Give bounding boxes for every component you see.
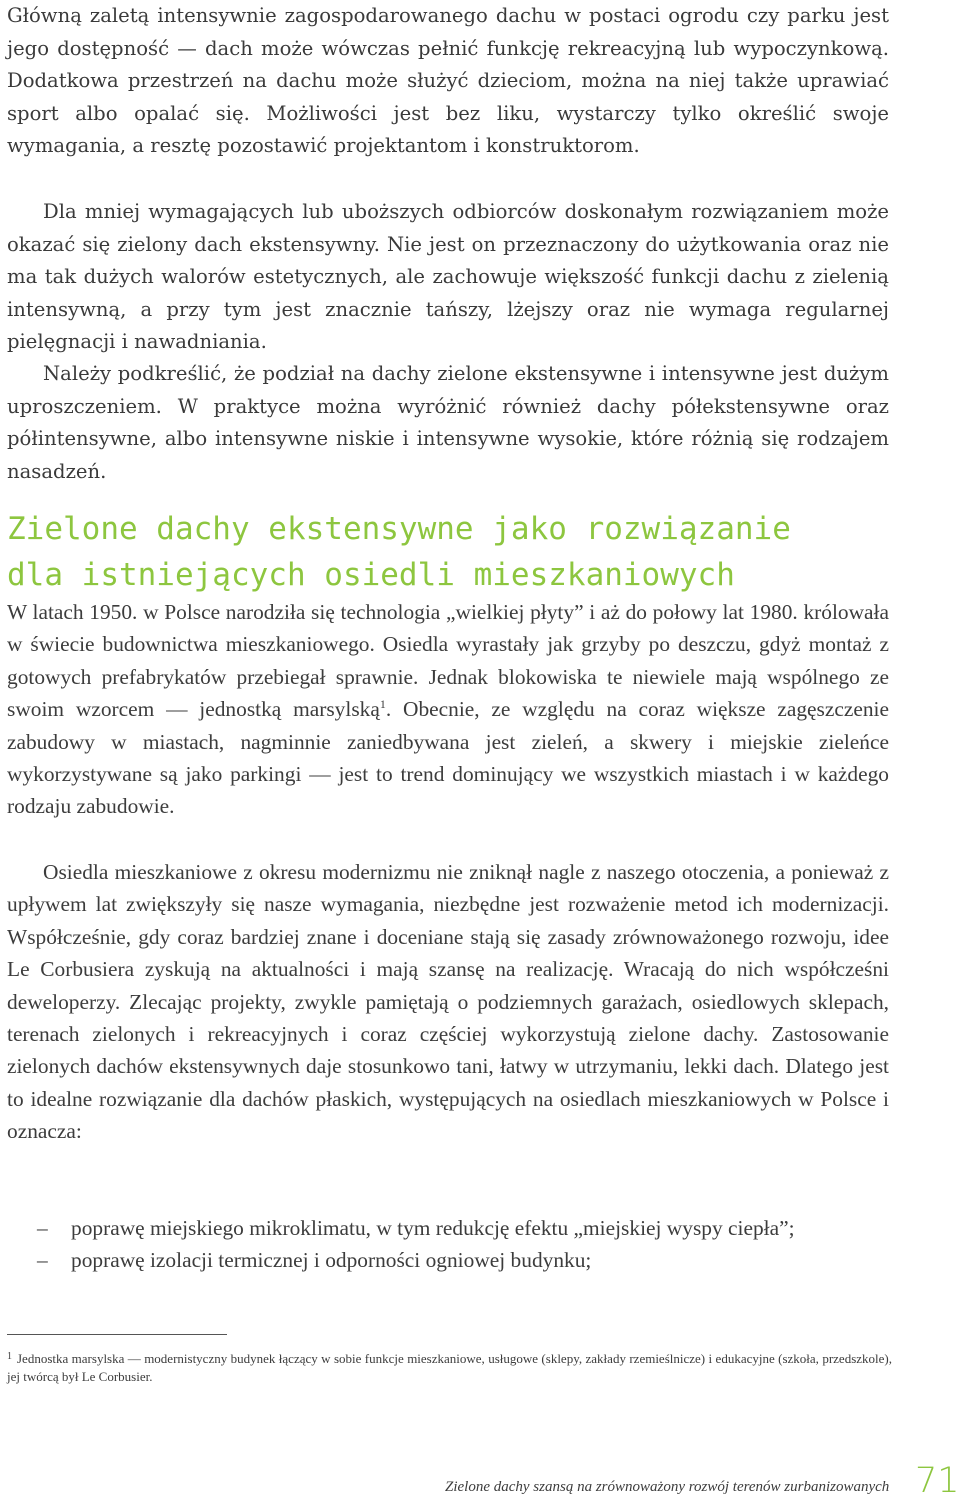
footnote-text: Jednostka marsylska — modernistyczny budynek łączący w sobie funkcje mieszkaniowe, usługowe (sklepy, zakłady rzemieślnicze) i edukacyjne (szkoła, przedszkole), jej twórcą był Le Corbusier. [7,1351,892,1384]
section-heading-line-2: dla istniejących osiedli mieszkaniowych [7,557,735,593]
paragraph-intensive-roof-benefits: Główną zaletą intensywnie zagospodarowanego dachu w postaci ogrodu czy parku jest jego dostępność — dach może wówczas pełnić funkcję rekreacyjną lub wypoczynkową. Dodatkowa przestrzeń na dachu może służyć dzieciom, można na niej także uprawiać sport albo opalać się. Możliwości jest bez liku, wystarczy tylko określić swoje wymagania, a resztę pozostawić projektantom i konstruktorom. [7,4,889,158]
page-number: 71 [915,1461,960,1501]
paragraph-large-panel-history-text: W latach 1950. w Polsce narodziła się technologia „wielkiej płyty” i aż do połowy lat 1980. królowała w świecie budownictwa mieszkaniowego. Osiedla wyrastały jak grzyby po deszczu, gdyż montaż z gotowych prefabrykatów przebiegał sprawnie. Jednak blokowiska te niewiele mają wspólnego ze swoim wzorcem — jednostką marsylską [7,600,889,722]
footnote-divider [7,1334,227,1335]
benefits-list [7,1212,889,1277]
list-dash: – [37,1216,48,1240]
section-heading [7,506,907,598]
list-item [7,1212,889,1244]
paragraph-large-panel-history-text-cont: . Obecnie, ze względu na coraz większe zagęszczenie zabudowy w miastach, nagminnie zaniedbywana jest zieleń, a skwery i miejskie zieleńce wykorzystywane są jako parkingi — jest to trend dominujący we wszystkich miastach i w każdego rodzaju zabudowie. [7,697,889,819]
section-heading-line-1: Zielone dachy ekstensywne jako rozwiązanie [7,511,791,547]
running-footer-title: Zielone dachy szansą na zrównoważony rozwój terenów zurbanizowanych [445,1479,890,1495]
footnote-mark: 1 [7,1351,12,1362]
paragraph-roof-classification: Należy podkreślić, że podział na dachy zielone ekstensywne i intensywne jest dużym uproszczeniem. W praktyce można wyróżnić również dachy półekstensywne oraz półintensywne, albo intensywne niskie i intensywne wysokie, które różnią się rodzajem nasadzeń. [7,362,889,483]
list-dash: – [37,1248,48,1273]
paragraph-modernist-estates: Osiedla mieszkaniowe z okresu modernizmu nie zniknął nagle z naszego otoczenia, a ponieważ z upływem lat zwiększyły się nasze wymagania, niezbędne jest rozważenie metod ich modernizacji. Współcześnie, gdy coraz bardziej znane i doceniane stają się zasady zrównoważonego rozwoju, idee Le Corbusiera zyskują na aktualności i mają szansę na realizację. Wracają do nich współcześni deweloperzy. Zlecając projekty, zwykle pamiętają o podziemnych garażach, osiedlowych sklepach, terenach zielonych i rekreacyjnych i coraz częściej wykorzystują zielone dachy. Zastosowanie zielonych dachów ekstensywnych daje stosunkowo tani, łatwy w utrzymaniu, lekki dach. Dlatego jest to idealne rozwiązanie dla dachów płaskich, występujących na osiedlach mieszkaniowych w Polsce i oznacza: [7,860,889,1144]
list-item-text: poprawę miejskiego mikroklimatu, w tym redukcję efektu „miejskiej wyspy ciepła”; [71,1216,795,1240]
footnote-reference[interactable]: 1 [379,697,386,712]
paragraph-extensive-roof-option: Dla mniej wymagających lub uboższych odbiorców doskonałym rozwiązaniem może okazać się zielony dach ekstensywny. Nie jest on przeznaczony do użytkowania oraz nie ma tak dużych walorów estetycznych, ale zachowuje większość funkcji dachu z zielenią intensywną, a przy tym jest znacznie tańszy, lżejszy oraz nie wymaga regularnej pielęgnacji i nawadniania. [7,200,889,354]
paragraph-large-panel-history [7,596,889,823]
list-item [7,1244,889,1276]
list-item-text: poprawę izolacji termicznej i odporności ogniowej budynku; [71,1248,592,1273]
footnote [7,1350,892,1386]
